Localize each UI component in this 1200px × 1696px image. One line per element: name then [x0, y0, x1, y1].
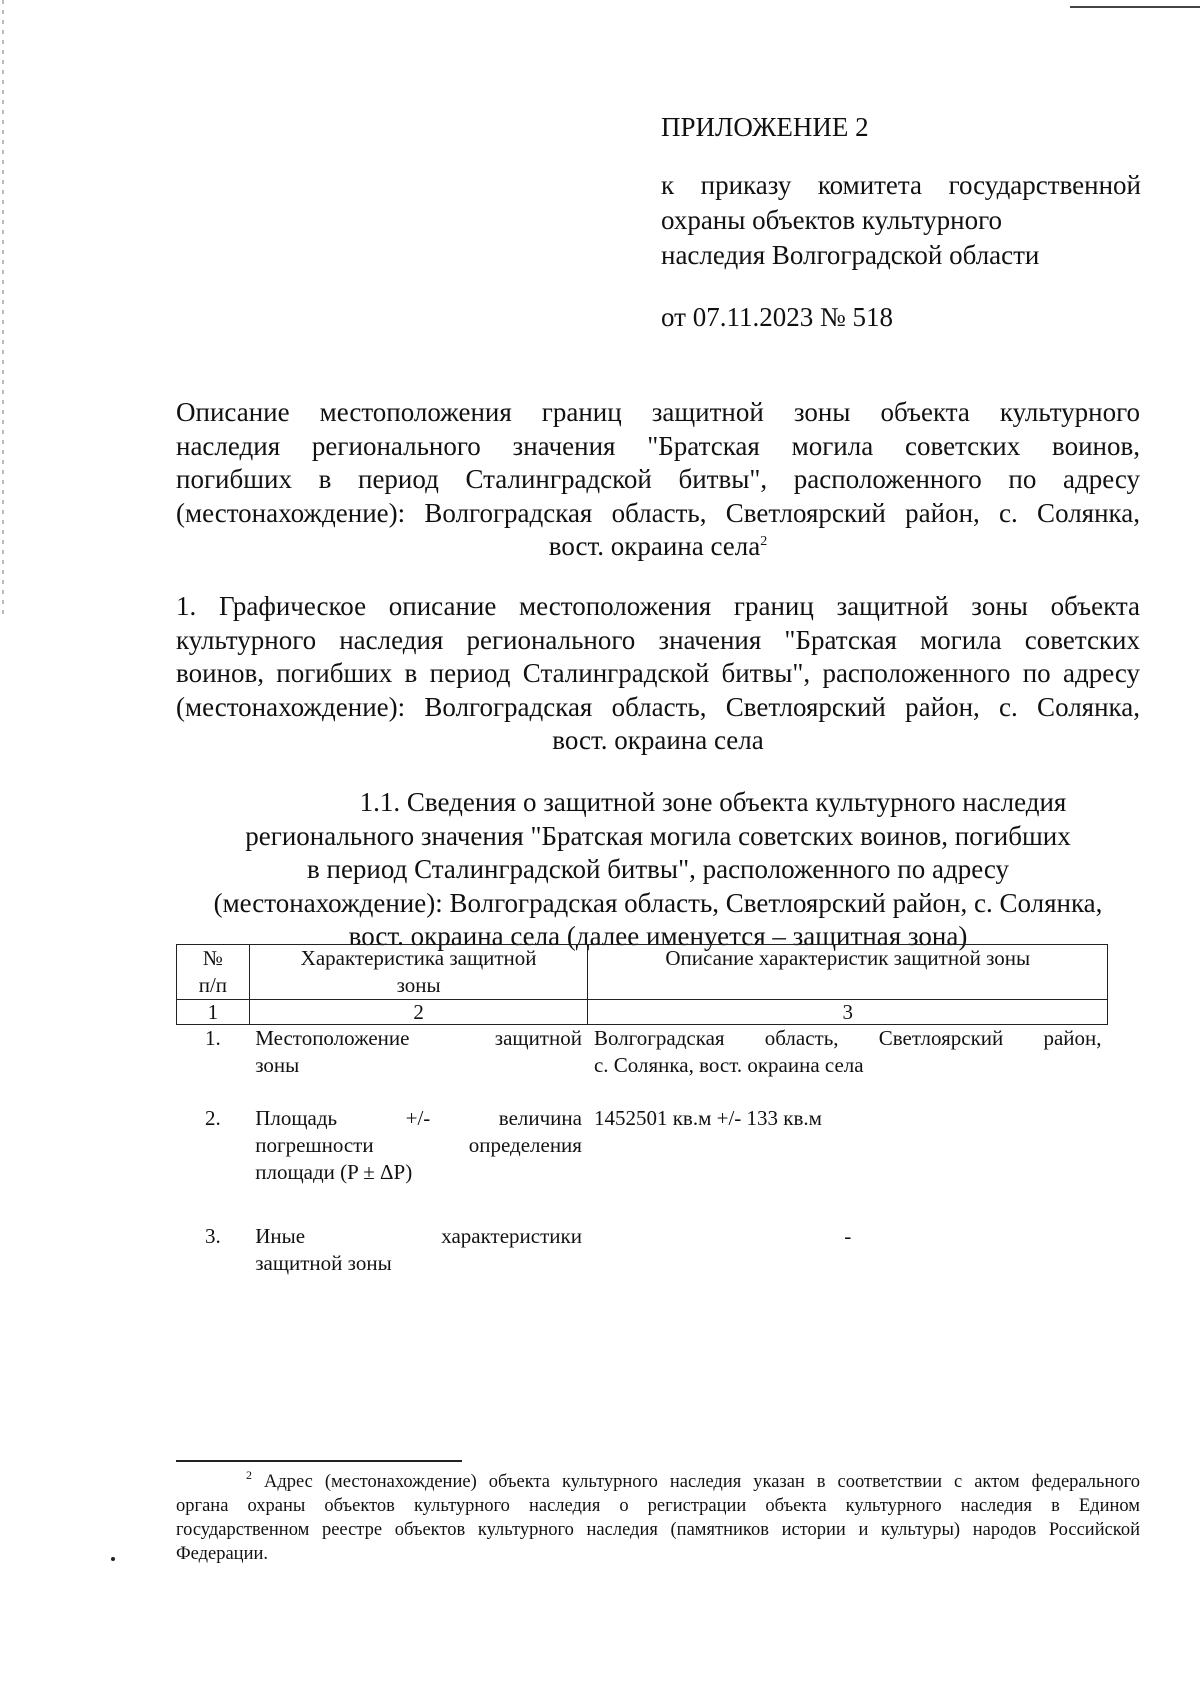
subsection-line: вост. окраина села (далее именуется – защитная зона)	[348, 921, 968, 951]
header-number-line: п/п	[198, 973, 228, 997]
column-number: 3	[588, 1000, 1108, 1025]
footnote-reference: 2	[760, 534, 768, 549]
header-description: Описание характеристик защитной зоны	[588, 945, 1108, 1000]
scan-edge-mark	[1070, 6, 1200, 8]
header-characteristic-line: зоны	[396, 973, 441, 997]
header-characteristic-line: Характеристика защитной	[300, 946, 537, 970]
row-description-line: с. Солянка, вост. окраина села	[593, 1053, 864, 1077]
scan-dot-mark	[111, 1557, 115, 1561]
appendix-order-line: охраны объектов культурного	[661, 205, 1002, 235]
subsection-line: регионального значения "Братская могила советских воинов, погибших	[245, 820, 1071, 851]
title-line: Описание местоположения границ защитной зоны объекта культурного	[176, 397, 1140, 427]
row-characteristic-line: Площадь +/- величина	[255, 1106, 582, 1130]
section-zone-info	[176, 786, 1140, 954]
footnote-marker: 2	[246, 1468, 252, 1482]
row-description-line: 1452501 кв.м +/- 133 кв.м	[593, 1106, 822, 1130]
footnote-line: органа охраны объектов культурного наследия о регистрации объекта культурного наследия в Едином	[176, 1496, 1140, 1516]
section-line: вост. окраина села	[552, 725, 764, 755]
footnote-line: Адрес (местонахождение) объекта культурного наследия указан в соответствии с актом федерального	[263, 1472, 1140, 1492]
row-description	[588, 1105, 1108, 1223]
appendix-order-reference	[661, 168, 1141, 273]
zone-characteristics-table	[176, 944, 1108, 1303]
section-line: (местонахождение): Волгоградская область, Светлоярский район, с. Солянка,	[176, 691, 1140, 722]
appendix-title: ПРИЛОЖЕНИЕ 2	[661, 112, 869, 142]
row-index: 3.	[204, 1224, 221, 1248]
section-graphic-description	[176, 590, 1140, 758]
row-description-line: Волгоградская область, Светлоярский район,	[593, 1026, 1102, 1050]
row-characteristic-line: защитной зоны	[255, 1251, 392, 1275]
appendix-order-line: наследия Волгоградской области	[661, 240, 1040, 270]
row-characteristic-line: Иные характеристики	[255, 1224, 582, 1248]
row-characteristic	[249, 1025, 588, 1106]
column-number: 2	[249, 1000, 588, 1025]
footnote-line: Федерации.	[176, 1544, 268, 1564]
footnote	[176, 1470, 1140, 1566]
scan-dashed-edge	[2, 0, 4, 620]
header-number	[177, 945, 250, 1000]
row-description	[588, 1025, 1108, 1106]
footnote-divider	[176, 1460, 462, 1462]
row-characteristic-line: Местоположение защитной	[255, 1026, 582, 1050]
header-number-line: №	[202, 946, 223, 970]
table-column-numbers-row	[177, 1000, 1108, 1025]
row-characteristic-line: погрешности определения	[255, 1133, 582, 1157]
subsection-line: (местонахождение): Волгоградская область, Светлоярский район, с. Солянка,	[213, 887, 1103, 918]
footnote-first-line	[176, 1470, 1140, 1494]
row-characteristic	[249, 1223, 588, 1303]
section-line: 1. Графическое описание местоположения границ защитной зоны объекта	[176, 591, 1140, 621]
table-row	[177, 1223, 1108, 1303]
footnote-line: государственном реестре объектов культурного наследия (памятников истории и культуры) народов Российской	[176, 1520, 1140, 1540]
row-characteristic-line: зоны	[255, 1053, 300, 1077]
appendix-date: от 07.11.2023 № 518	[661, 302, 893, 332]
section-line: воинов, погибших в период Сталинградской битвы", расположенного по адресу	[176, 658, 1140, 688]
title-line: наследия регионального значения "Братская могила советских воинов,	[176, 430, 1140, 461]
subsection-line: в период Сталинградской битвы", расположенного по адресу	[307, 854, 1009, 884]
table-row	[177, 1025, 1108, 1106]
row-index: 2.	[204, 1106, 221, 1130]
title-last-line	[176, 530, 1140, 564]
table-row	[177, 1105, 1108, 1223]
row-description	[588, 1223, 1108, 1303]
row-description-line: -	[844, 1224, 852, 1248]
document-title	[176, 396, 1140, 564]
subsection-line: 1.1. Сведения о защитной зоне объекта культурного наследия	[359, 787, 1067, 817]
title-line: (местонахождение): Волгоградская область, Светлоярский район, с. Солянка,	[176, 497, 1140, 528]
row-characteristic	[249, 1105, 588, 1223]
row-characteristic-line: площади (P ± ΔP)	[255, 1160, 413, 1184]
table-header-row	[177, 945, 1108, 1000]
title-line: погибших в период Сталинградской битвы", расположенного по адресу	[176, 464, 1140, 494]
section-line: культурного наследия регионального значения "Братская могила советских	[176, 624, 1140, 655]
row-index: 1.	[204, 1026, 221, 1050]
title-line: вост. окраина села	[548, 531, 761, 561]
header-characteristic	[249, 945, 588, 1000]
appendix-order-line: к приказу комитета государственной	[661, 170, 1141, 200]
column-number: 1	[177, 1000, 250, 1025]
